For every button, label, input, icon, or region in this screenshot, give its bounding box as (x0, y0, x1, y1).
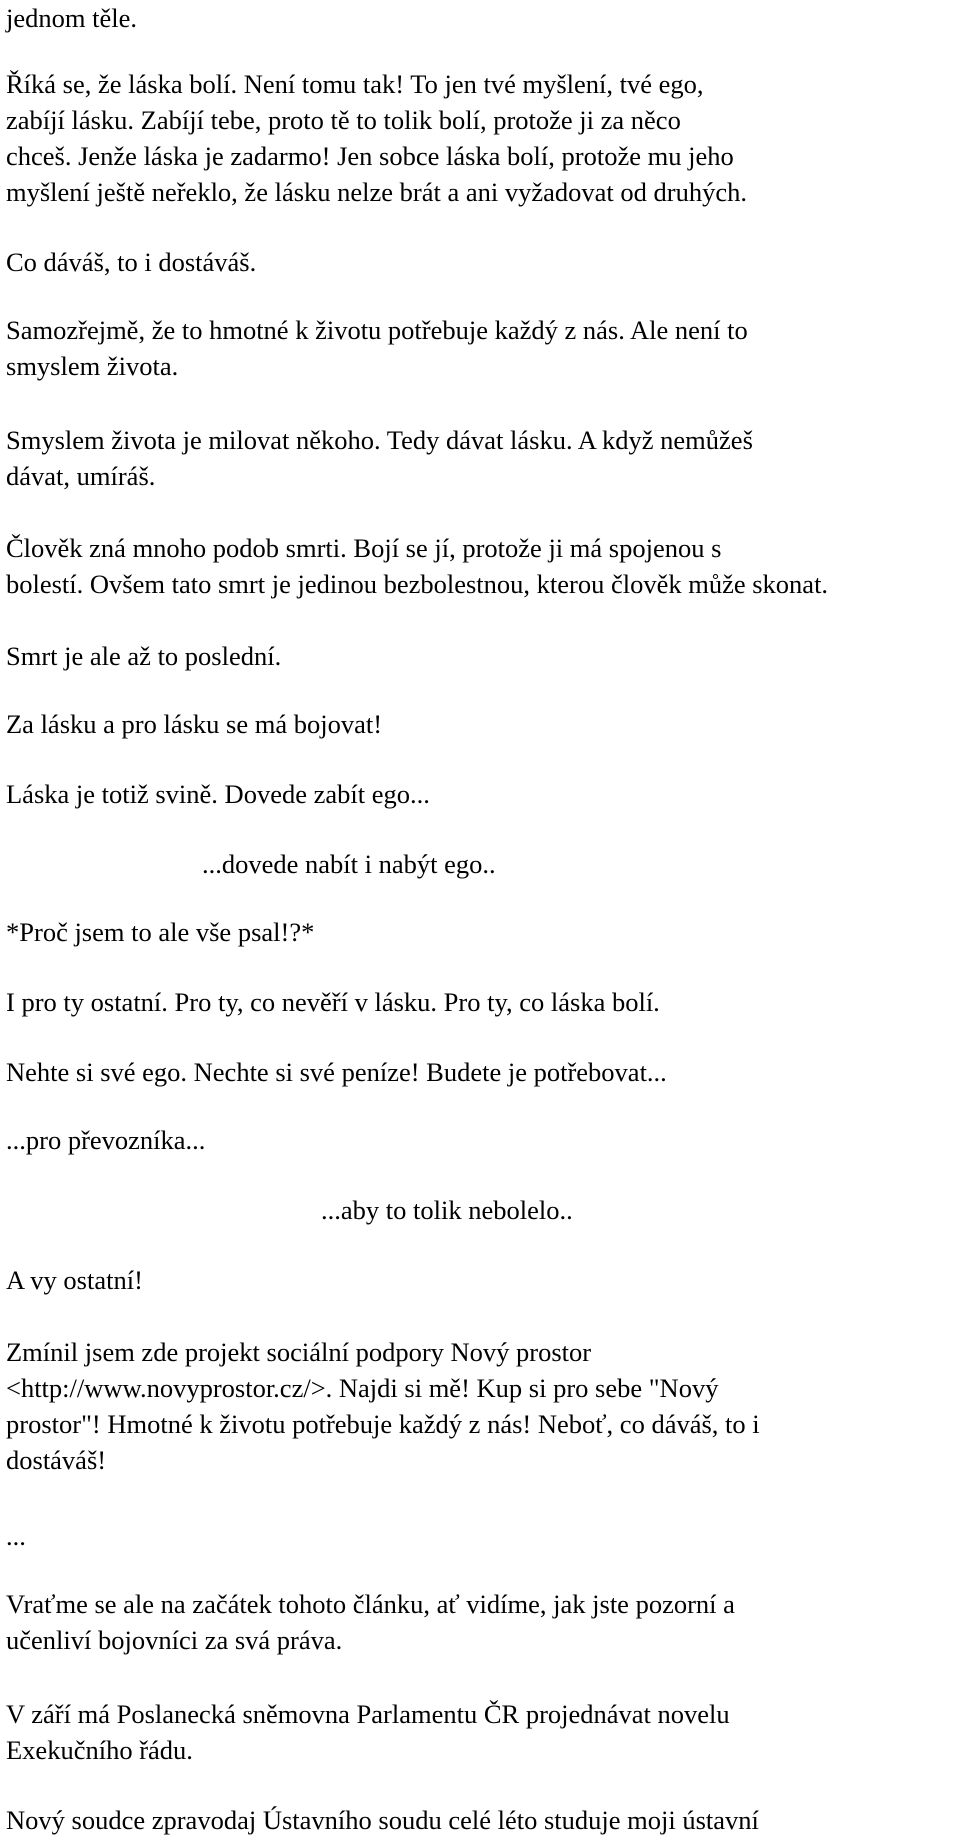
paragraph-laska-boli (6, 66, 747, 210)
text-line: ...aby to tolik nebolelo.. (321, 1195, 573, 1225)
text-line: V září má Poslanecká sněmovna Parlamentu ČR projednávat novelu (6, 1699, 730, 1729)
paragraph-nehte-ego (6, 1054, 667, 1090)
text-line: ... (6, 1521, 26, 1551)
text-line: učenliví bojovníci za svá práva. (6, 1625, 343, 1655)
paragraph-co-davas (6, 244, 256, 280)
text-line: smyslem života. (6, 351, 179, 381)
text-line: Za lásku a pro lásku se má bojovat! (6, 709, 383, 739)
text-line: *Proč jsem to ale vše psal!?* (6, 917, 315, 947)
text-line: prostor"! Hmotné k životu potřebuje každý z nás! Neboť, co dáváš, to i (6, 1409, 760, 1439)
paragraph-novy-soudce (6, 1802, 759, 1838)
paragraph-pro-ostatni (6, 984, 660, 1020)
paragraph-ellipsis (6, 1518, 26, 1554)
text-line: ...pro převozníka... (6, 1125, 206, 1155)
text-line: Vraťme se ale na začátek tohoto článku, ať vidíme, jak jste pozorní a (6, 1589, 735, 1619)
paragraph-novy-prostor (6, 1334, 760, 1478)
text-line: Co dáváš, to i dostáváš. (6, 247, 257, 277)
text-line: chceš. Jenže láska je zadarmo! Jen sobce láska bolí, protože mu jeho (6, 141, 734, 171)
paragraph-prevoznika (6, 1122, 205, 1158)
text-line: Smyslem života je milovat někoho. Tedy dávat lásku. A když nemůžeš (6, 425, 753, 455)
paragraph-za-lasku (6, 706, 382, 742)
text-line: dostáváš! (6, 1445, 107, 1475)
paragraph-smyslem-zivota (6, 422, 753, 494)
text-line: ...dovede nabít i nabýt ego.. (202, 849, 496, 879)
text-line: bolestí. Ovšem tato smrt je jedinou bezbolestnou, kterou člověk může skonat. (6, 569, 829, 599)
text-line: Láska je totiž svině. Dovede zabít ego... (6, 779, 430, 809)
text-line: myšlení ještě neřeklo, že lásku nelze brát a ani vyžadovat od druhých. (6, 177, 747, 207)
text-line: Říká se, že láska bolí. Není tomu tak! To jen tvé myšlení, tvé ego, (6, 69, 704, 99)
paragraph-clovek-zna (6, 530, 828, 602)
paragraph-aby-nebolelo (321, 1192, 573, 1228)
text-line: A vy ostatní! (6, 1265, 143, 1295)
text-line: Exekučního řádu. (6, 1735, 193, 1765)
text-line: jednom těle. (6, 3, 137, 33)
paragraph-intro-fragment (6, 0, 137, 36)
paragraph-samozrejme (6, 312, 748, 384)
text-line: Nový soudce zpravodaj Ústavního soudu celé léto studuje moji ústavní (6, 1805, 759, 1835)
paragraph-vy-ostatni (6, 1262, 143, 1298)
text-line: dávat, umíráš. (6, 461, 156, 491)
text-line: <http://www.novyprostor.cz/>. Najdi si mě! Kup si pro sebe "Nový (6, 1373, 719, 1403)
text-line: Nehte si své ego. Nechte si své peníze! Budete je potřebovat... (6, 1057, 667, 1087)
text-line: zabíjí lásku. Zabíjí tebe, proto tě to tolik bolí, protože ji za něco (6, 105, 681, 135)
text-line: I pro ty ostatní. Pro ty, co nevěří v lásku. Pro ty, co láska bolí. (6, 987, 660, 1017)
paragraph-proc-jsem (6, 914, 314, 950)
text-line: Smrt je ale až to poslední. (6, 641, 282, 671)
paragraph-laska-svine (6, 776, 430, 812)
paragraph-vratme-se (6, 1586, 735, 1658)
paragraph-v-zari (6, 1696, 730, 1768)
text-line: Samozřejmě, že to hmotné k životu potřebuje každý z nás. Ale není to (6, 315, 748, 345)
text-line: Zmínil jsem zde projekt sociální podpory Nový prostor (6, 1337, 592, 1367)
paragraph-dovede-nabit (202, 846, 496, 882)
text-line: Člověk zná mnoho podob smrti. Bojí se jí, protože ji má spojenou s (6, 533, 722, 563)
paragraph-smrt-posledni (6, 638, 281, 674)
